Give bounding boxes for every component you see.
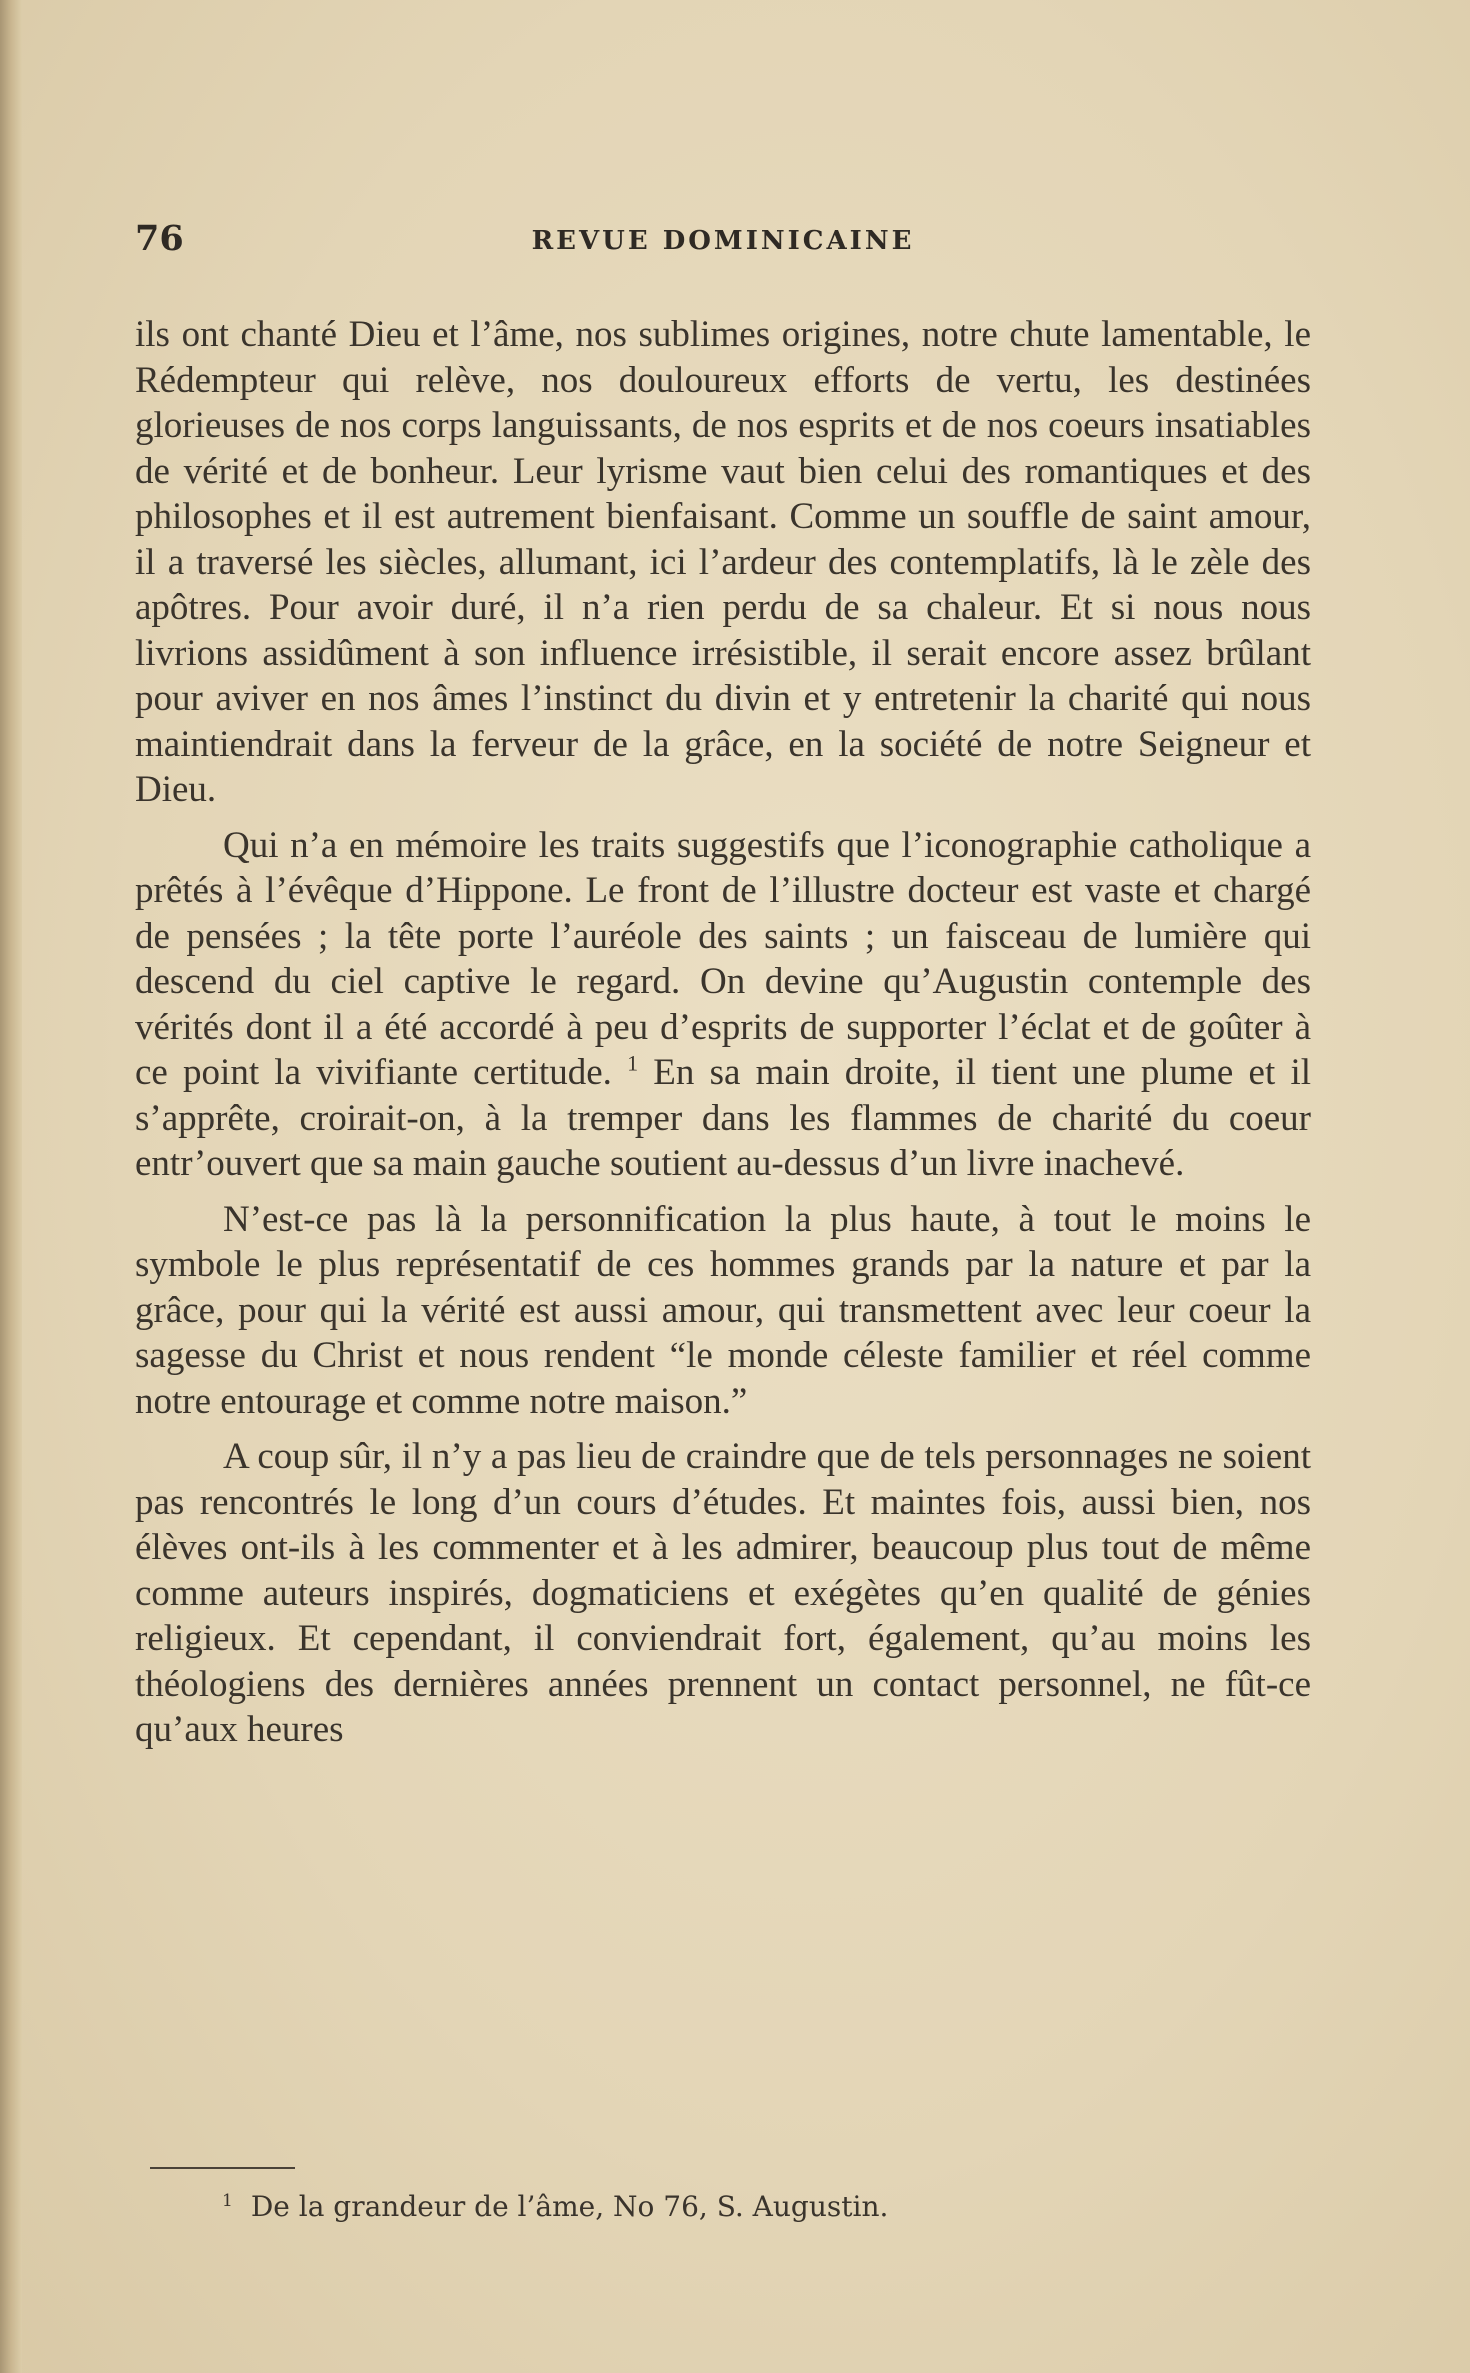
paragraph-2-text: Qui n’a en mémoire les traits suggestifs que l’iconographie catholique a prêtés à l’évêque d’Hippone. Le front de l’illustre docteur est vaste et chargé de pensées ; la tête porte l’auréole des saints ; un faisceau de lumière qui descend du ciel captive le regard. On devine qu’Augustin contemple des vérités dont il a été accordé à peu d’esprits de supporter l’éclat et de goûter à ce point la vivifiante certitude.: [135, 824, 1311, 1093]
page-header: [135, 218, 1311, 268]
footnote: [222, 2190, 888, 2223]
footnote-text: De la grandeur de l’âme, No 76, S. Augustin.: [250, 2190, 889, 2223]
paragraph-4: A coup sûr, il n’y a pas lieu de craindre que de tels personnages ne soient pas rencontrés le long d’un cours d’études. Et maintes fois, aussi bien, nos élèves ont-ils à les commenter et à les admirer, beaucoup plus tout de même comme auteurs inspirés, dogmaticiens et exégètes qu’en qualité de génies religieux. Et cependant, il conviendrait fort, également, qu’au moins les théologiens des dernières années prennent un contact personnel, ne fût-ce qu’aux heures: [135, 1436, 1311, 1750]
running-title: REVUE DOMINICAINE: [531, 226, 915, 256]
footnote-mark: 1: [222, 2190, 233, 2211]
page-number: 76: [135, 218, 184, 259]
paragraph-3: N’est-ce pas là la personnification la plus haute, à tout le moins le symbole le plus représentatif de ces hommes grands par la nature et par la grâce, pour qui la vérité est aussi amour, qui transmettent avec leur coeur la sagesse du Christ et nous rendent “le monde céleste familier et réel comme notre entourage et comme notre maison.”: [135, 1198, 1311, 1422]
body-text: [135, 312, 1311, 1753]
paragraph-2-continuation: En sa main droite, il tient une plume et il s’apprête, croirait-on, à la tremper dans les flammes de charité du coeur entr’ouvert que sa main gauche soutient au-dessus d’un livre inachevé.: [135, 1052, 1312, 1184]
footnote-rule: [150, 2167, 295, 2169]
paragraph-1: ils ont chanté Dieu et l’âme, nos sublimes origines, notre chute lamentable, le Rédempteur qui relève, nos douloureux efforts de vertu, les destinées glorieuses de nos corps languissants, de nos esprits et de nos coeurs insatiables de vérité et de bonheur. Leur lyrisme vaut bien celui des romantiques et des philosophes et il est autrement bienfaisant. Comme un souffle de saint amour, il a traversé les siècles, allumant, ici l’ardeur des contemplatifs, là le zèle des apôtres. Pour avoir duré, il n’a rien perdu de sa chaleur. Et si nous nous livrions assidûment à son influence irrésistible, il serait encore assez brûlant pour aviver en nos âmes l’instinct du divin et y entretenir la charité qui nous maintiendrait dans la ferveur de la grâce, en la société de notre Seigneur et Dieu.: [135, 314, 1311, 810]
page-binding-edge: [0, 0, 22, 2373]
footnote-reference: 1: [627, 1050, 639, 1076]
paragraph-2: [135, 823, 1311, 1187]
